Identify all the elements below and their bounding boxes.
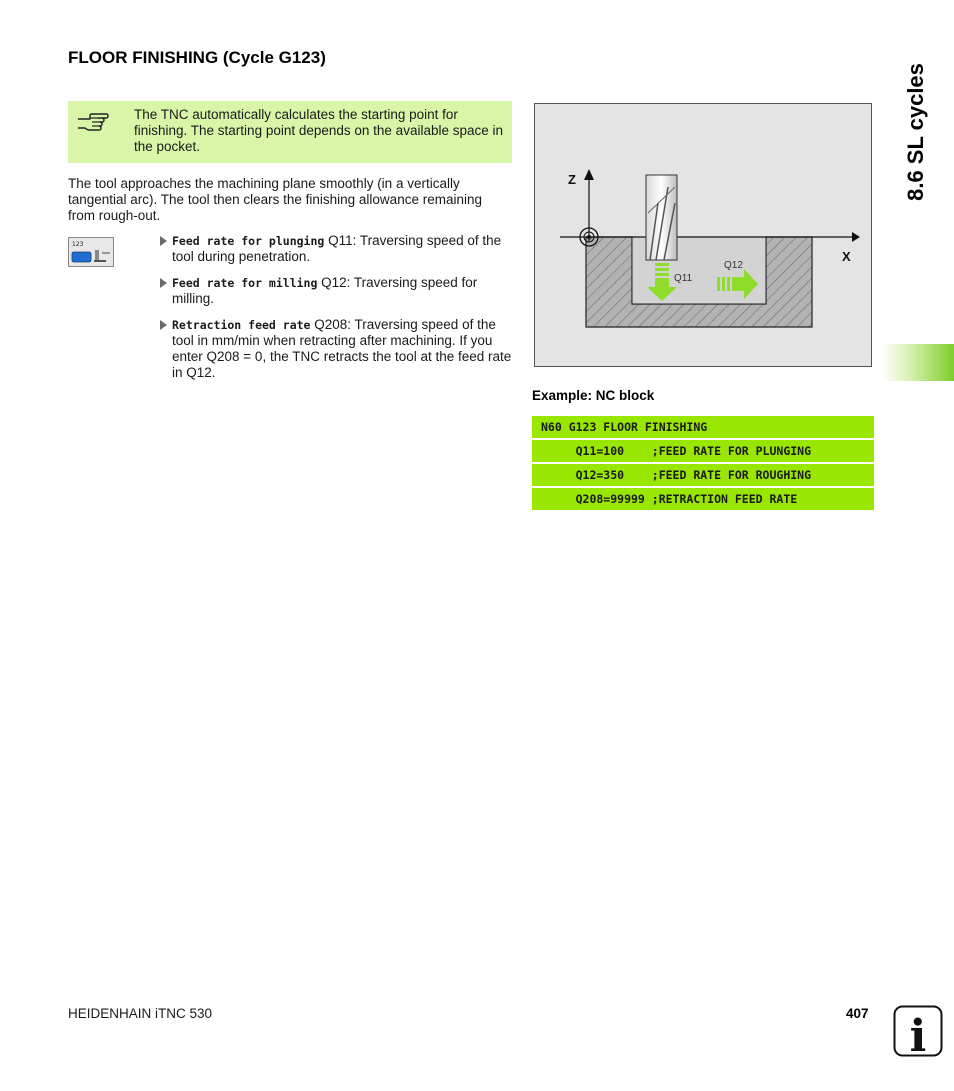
intro-paragraph: The tool approaches the machining plane smoothly (in a vertically tangential arc). The tool then clears the finishing allowance remaining from rough-out. [68, 176, 482, 223]
cycle-softkey-icon [68, 237, 114, 267]
param-q208 [160, 317, 514, 383]
note-text: The TNC automatically calculates the starting point for finishing. The starting point depends on the available space in the pocket. [134, 107, 504, 154]
floor-finishing-diagram [534, 103, 872, 367]
example-title: Example: NC block [532, 388, 655, 403]
side-chapter-label: 8.6 SL cycles [903, 63, 928, 201]
nc-block-line: N60 G123 FLOOR FINISHING [532, 416, 874, 438]
bullet-triangle-icon [160, 320, 167, 330]
cycle-softkey[interactable] [68, 237, 114, 267]
q11-label: Q11 [674, 273, 693, 284]
z-axis-label: Z [568, 172, 576, 187]
param-q11 [160, 233, 514, 267]
side-chapter-tab [881, 344, 954, 381]
info-letter: i [909, 1011, 927, 1057]
bullet-triangle-icon [160, 236, 167, 246]
bullet-triangle-icon [160, 278, 167, 288]
pointing-hand-icon [76, 111, 110, 137]
nc-block-line: Q208=99999 ;RETRACTION FEED RATE [532, 488, 874, 510]
info-icon [893, 1005, 943, 1057]
param-desc: Q12: Traversing speed for milling. [172, 275, 478, 306]
nc-block-line: Q11=100 ;FEED RATE FOR PLUNGING [532, 440, 874, 462]
param-name: Retraction feed rate [172, 318, 311, 332]
param-q12 [160, 275, 514, 309]
note-box [68, 101, 512, 163]
footer-product: HEIDENHAIN iTNC 530 [68, 1006, 213, 1021]
param-desc: Q11: Traversing speed of the tool during penetration. [172, 233, 502, 264]
param-name: Feed rate for plunging [172, 234, 325, 248]
param-desc: Q208: Traversing speed of the tool in mm/min when retracting after machining. If you enter Q208 = 0, the TNC retracts the tool at the feed rate in Q12. [172, 317, 512, 380]
nc-block-line: Q12=350 ;FEED RATE FOR ROUGHING [532, 464, 874, 486]
x-axis-label: X [842, 249, 851, 264]
param-name: Feed rate for milling [172, 276, 318, 290]
softkey-label: 123 [72, 241, 84, 248]
section-title: FLOOR FINISHING (Cycle G123) [68, 48, 326, 67]
page-number: 407 [846, 1006, 869, 1021]
q12-label: Q12 [724, 260, 743, 271]
